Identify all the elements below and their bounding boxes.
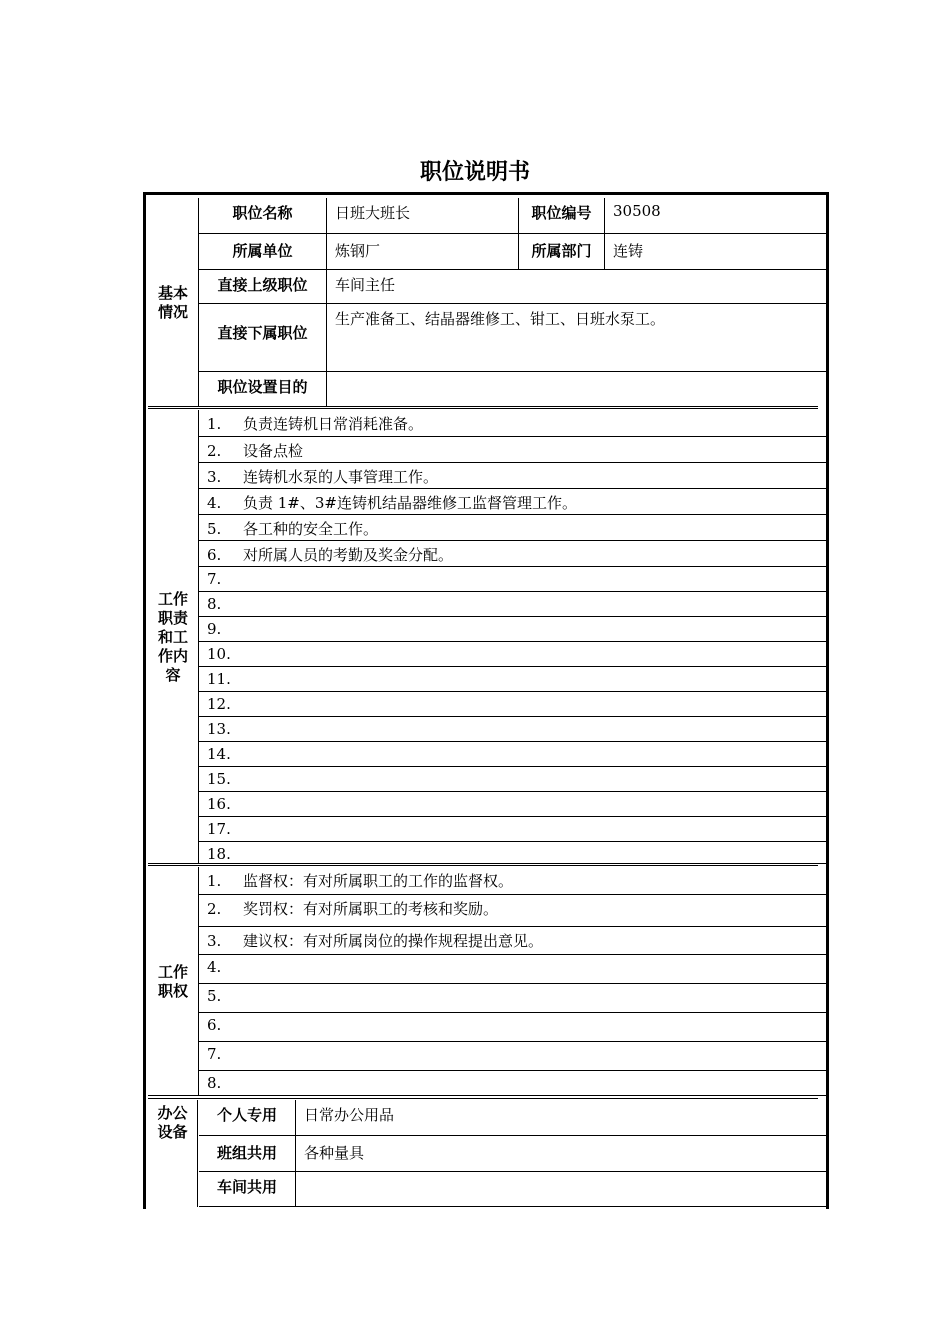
item-number: 15. (207, 770, 231, 788)
item-text: 建议权：有对所属岗位的操作规程提出意见。 (243, 932, 544, 950)
item-text: 负责连铸机日常消耗准备。 (243, 415, 424, 433)
authority-section (148, 867, 826, 1096)
item-number: 11. (207, 670, 231, 688)
item-number: 6. (207, 1016, 222, 1034)
section-divider (148, 1095, 818, 1099)
list-item-content (207, 898, 498, 919)
duties-list (199, 410, 826, 864)
item-text: 负责 1#、3#连铸机结晶器维修工监督管理工作。 (243, 494, 577, 512)
workshop-value (296, 1172, 826, 1206)
subordinate-label: 直接下属职位 (199, 304, 327, 371)
item-number: 3. (207, 468, 222, 486)
list-item-content (207, 413, 423, 434)
personal-value: 日常办公用品 (304, 1106, 395, 1124)
list-item-content (207, 670, 243, 688)
item-number: 7. (207, 570, 222, 588)
list-item-content (207, 440, 303, 461)
purpose-value (327, 372, 826, 407)
authority-list (199, 867, 826, 1096)
list-item (199, 792, 826, 817)
superior-value: 车间主任 (335, 276, 396, 294)
duties-section (148, 410, 826, 864)
item-number: 4. (207, 958, 222, 976)
item-number: 6. (207, 546, 222, 564)
list-item (199, 692, 826, 717)
row-purpose (199, 372, 826, 407)
basic-info-grid (199, 198, 826, 407)
list-item-content (207, 930, 543, 951)
list-item (199, 463, 826, 489)
section-divider (148, 863, 818, 866)
equipment-grid (199, 1100, 826, 1207)
team-label: 班组共用 (199, 1136, 296, 1171)
list-item (199, 955, 826, 984)
row-subordinate (199, 304, 826, 372)
dept-value: 连铸 (613, 242, 644, 260)
item-text: 各工种的安全工作。 (243, 520, 379, 538)
list-item (199, 617, 826, 642)
list-item-content (207, 720, 243, 738)
position-no-label: 职位编号 (519, 198, 605, 233)
equipment-label: 办公设备 (148, 1100, 198, 1207)
list-item (199, 567, 826, 592)
list-item-content (207, 845, 243, 863)
item-number: 4. (207, 494, 222, 512)
list-item (199, 1013, 826, 1042)
list-item-content (207, 570, 243, 588)
list-item (199, 515, 826, 541)
position-name-label: 职位名称 (199, 198, 327, 233)
basic-info-section (148, 198, 826, 407)
item-number: 7. (207, 1045, 222, 1063)
subordinate-value: 生产准备工、结晶器维修工、钳工、日班水泵工。 (335, 310, 666, 328)
list-item-content (207, 1074, 243, 1092)
equipment-section (148, 1100, 826, 1207)
item-number: 1. (207, 415, 222, 433)
list-item (199, 667, 826, 692)
superior-label: 直接上级职位 (199, 270, 327, 303)
list-item (199, 1042, 826, 1071)
list-item-content (207, 770, 243, 788)
row-position-name (199, 198, 826, 234)
list-item-content (207, 466, 438, 487)
item-number: 14. (207, 745, 231, 763)
list-item-content (207, 1016, 243, 1034)
list-item-content (207, 820, 243, 838)
list-item (199, 410, 826, 437)
item-text: 连铸机水泵的人事管理工作。 (243, 468, 439, 486)
row-workshop (199, 1172, 826, 1207)
list-item-content (207, 987, 243, 1005)
item-number: 13. (207, 720, 231, 738)
basic-info-label: 基本情况 (148, 198, 199, 407)
item-number: 8. (207, 1074, 222, 1092)
list-item-content (207, 695, 243, 713)
list-item (199, 592, 826, 617)
item-number: 17. (207, 820, 231, 838)
list-item-content (207, 795, 243, 813)
row-team (199, 1136, 826, 1172)
item-number: 5. (207, 520, 222, 538)
item-number: 9. (207, 620, 222, 638)
list-item (199, 927, 826, 955)
list-item-content (207, 745, 243, 763)
dept-label: 所属部门 (519, 234, 605, 269)
list-item-content (207, 544, 453, 565)
item-number: 12. (207, 695, 231, 713)
purpose-label: 职位设置目的 (199, 372, 327, 407)
row-unit (199, 234, 826, 270)
item-number: 3. (207, 932, 222, 950)
list-item (199, 717, 826, 742)
list-item (199, 489, 826, 515)
row-personal (199, 1100, 826, 1136)
list-item-content (207, 1045, 243, 1063)
list-item-content (207, 492, 577, 513)
item-number: 16. (207, 795, 231, 813)
unit-value: 炼钢厂 (327, 234, 519, 269)
section-divider (148, 406, 818, 409)
list-item-content (207, 595, 243, 613)
workshop-label: 车间共用 (199, 1172, 296, 1206)
item-number: 5. (207, 987, 222, 1005)
item-text: 奖罚权：有对所属职工的考核和奖励。 (243, 900, 499, 918)
position-no-value: 30508 (613, 202, 661, 220)
list-item (199, 642, 826, 667)
list-item (199, 842, 826, 864)
team-value: 各种量具 (304, 1144, 365, 1162)
list-item (199, 895, 826, 927)
list-item (199, 867, 826, 895)
authority-label: 工作职权 (148, 867, 199, 1096)
list-item (199, 767, 826, 792)
list-item-content (207, 870, 513, 891)
row-superior (199, 270, 826, 304)
personal-label: 个人专用 (199, 1100, 296, 1135)
list-item-content (207, 645, 243, 663)
unit-label: 所属单位 (199, 234, 327, 269)
page-title: 职位说明书 (419, 160, 530, 185)
list-item-content (207, 518, 378, 539)
list-item (199, 742, 826, 767)
list-item (199, 984, 826, 1013)
item-text: 监督权：有对所属职工的工作的监督权。 (243, 872, 514, 890)
item-text: 对所属人员的考勤及奖金分配。 (243, 546, 454, 564)
list-item-content (207, 620, 243, 638)
list-item (199, 817, 826, 842)
item-number: 18. (207, 845, 231, 863)
position-name-value: 日班大班长 (327, 198, 519, 233)
item-number: 10. (207, 645, 231, 663)
list-item (199, 541, 826, 567)
list-item (199, 437, 826, 463)
item-number: 2. (207, 442, 222, 460)
item-number: 1. (207, 872, 222, 890)
duties-label: 工作职责和工作内容 (148, 410, 199, 864)
list-item-content (207, 958, 243, 976)
item-text: 设备点检 (243, 442, 304, 460)
item-number: 8. (207, 595, 222, 613)
list-item (199, 1071, 826, 1096)
item-number: 2. (207, 900, 222, 918)
